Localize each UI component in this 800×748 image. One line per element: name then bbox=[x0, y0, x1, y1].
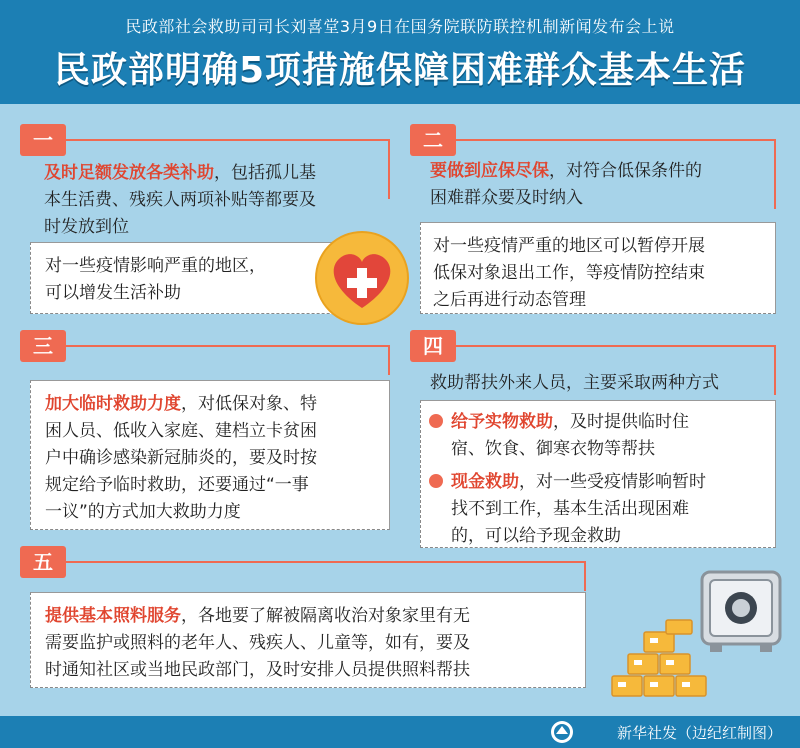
section-four-intro: 救助帮扶外来人员，主要采取两种方式 bbox=[430, 373, 719, 393]
section-one-line2: 本生活费、残疾人两项补贴等都要及 bbox=[44, 190, 316, 210]
divider-three-vertical bbox=[388, 345, 390, 375]
section-four-item1-highlight: 给予实物救助 bbox=[451, 412, 553, 432]
bullet-dot bbox=[429, 474, 443, 488]
section-one-box-line1: 对一些疫情影响严重的地区， bbox=[45, 256, 266, 276]
page-title: 民政部明确5项措施保障困难群众基本生活 bbox=[53, 50, 747, 91]
section-four-item1-text: ，及时提供临时住 bbox=[553, 412, 689, 432]
badge-five: 五 bbox=[20, 546, 66, 578]
section-two-box-line3: 之后再进行动态管理 bbox=[433, 290, 586, 310]
badge-two: 二 bbox=[410, 124, 456, 156]
divider-three bbox=[66, 345, 390, 347]
header-subtitle: 民政部社会救助司司长刘喜堂3月9日在国务院联防联控机制新闻发布会上说 bbox=[125, 17, 675, 36]
section-one-text: ，包括孤儿基 bbox=[214, 163, 316, 183]
section-five-text: ，各地要了解被隔离收治对象家里有无 bbox=[181, 606, 470, 626]
section-two-highlight: 要做到应保尽保 bbox=[430, 161, 549, 181]
section-four-item2 bbox=[429, 469, 775, 550]
section-two-intro bbox=[430, 158, 770, 212]
footer-credit: 新华社发（边纪红制图） bbox=[616, 724, 782, 742]
badge-one: 一 bbox=[20, 124, 66, 156]
section-five-box bbox=[30, 592, 586, 688]
section-two-text: ，对符合低保条件的 bbox=[549, 161, 702, 181]
divider-one bbox=[66, 139, 390, 141]
section-four-item2-line3: 的，可以给予现金救助 bbox=[451, 526, 621, 546]
divider-four bbox=[456, 345, 776, 347]
header-banner bbox=[0, 0, 800, 104]
section-four-item1 bbox=[429, 409, 775, 463]
section-four-box bbox=[420, 400, 776, 548]
section-one-box-line2: 可以增发生活补助 bbox=[45, 283, 181, 303]
section-two-box bbox=[420, 222, 776, 314]
section-one-highlight: 及时足额发放各类补助 bbox=[44, 163, 214, 183]
section-three-line3: 户中确诊感染新冠肺炎的，要及时按 bbox=[45, 448, 317, 468]
section-two-box-line2: 低保对象退出工作，等疫情防控结束 bbox=[433, 263, 705, 283]
divider-one-vertical bbox=[388, 139, 390, 199]
section-three-line4: 规定给予临时救助，还要通过“一事 bbox=[45, 475, 309, 495]
badge-three: 三 bbox=[20, 330, 66, 362]
coin-stack-icon bbox=[604, 616, 714, 706]
xinhua-logo bbox=[550, 720, 574, 744]
section-five-line3: 时通知社区或当地民政部门，及时安排人员提供照料帮扶 bbox=[45, 660, 470, 680]
section-three-line5: 一议”的方式加大救助力度 bbox=[45, 502, 241, 522]
divider-two-vertical bbox=[774, 139, 776, 209]
section-three-text: ，对低保对象、特 bbox=[181, 394, 317, 414]
footer-bar bbox=[0, 716, 800, 748]
divider-two bbox=[456, 139, 776, 141]
heart-plus-icon bbox=[312, 228, 412, 328]
section-one-line3: 时发放到位 bbox=[44, 217, 129, 237]
section-two-box-line1: 对一些疫情严重的地区可以暂停开展 bbox=[433, 236, 705, 256]
section-four-item1-line2: 宿、饮食、御寒衣物等帮扶 bbox=[451, 439, 655, 459]
section-three-highlight: 加大临时救助力度 bbox=[45, 394, 181, 414]
bullet-dot bbox=[429, 414, 443, 428]
section-five-highlight: 提供基本照料服务 bbox=[45, 606, 181, 626]
badge-four: 四 bbox=[410, 330, 456, 362]
section-two-line2: 困难群众要及时纳入 bbox=[430, 188, 583, 208]
section-four-item2-text: ，对一些受疫情影响暂时 bbox=[519, 472, 706, 492]
section-four-item2-highlight: 现金救助 bbox=[451, 472, 519, 492]
divider-four-vertical bbox=[774, 345, 776, 395]
section-four-item2-line2: 找不到工作，基本生活出现困难 bbox=[451, 499, 689, 519]
divider-five bbox=[66, 561, 586, 563]
divider-five-vertical bbox=[584, 561, 586, 591]
section-three-box bbox=[30, 380, 390, 530]
section-five-line2: 需要监护或照料的老年人、残疾人、儿童等，如有，要及 bbox=[45, 633, 470, 653]
section-three-line2: 困人员、低收入家庭、建档立卡贫困 bbox=[45, 421, 317, 441]
